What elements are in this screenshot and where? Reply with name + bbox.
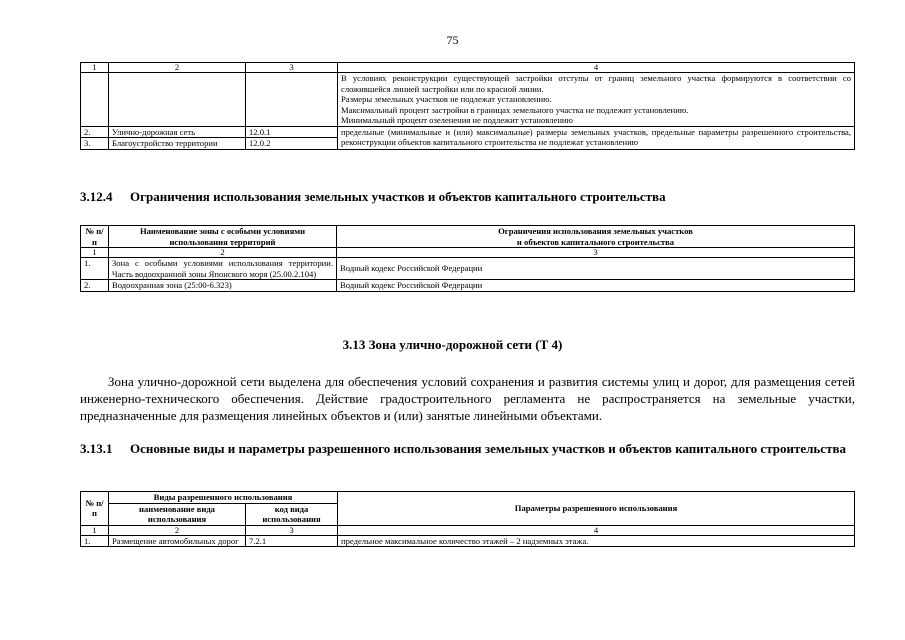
- use-code: 7.2.1: [246, 535, 338, 547]
- zone-name: Водоохранная зона (25:00-6.323): [109, 280, 337, 292]
- header-num: № п/п: [81, 226, 109, 248]
- header-zone: Наименование зоны с особыми условиями использования территорий: [109, 226, 337, 248]
- use-code: 12.0.2: [246, 138, 338, 150]
- params-cell: предельные (минимальные и (или) максимальные) размеры земельных участков, предельные параметры разрешенного строительства, реконструкции объектов капитального строительства не подлежат установлению: [338, 126, 855, 149]
- column-number: 3: [246, 63, 338, 73]
- empty-cell: [81, 73, 109, 127]
- table-row: [81, 535, 855, 547]
- table-row: [81, 280, 855, 292]
- params-line: Минимальный процент озеленения не подлежит установлению: [341, 115, 573, 125]
- row-number: 2.: [81, 126, 109, 138]
- table-row: [81, 258, 855, 280]
- header-kinds: Виды разрешенного использования: [109, 492, 338, 504]
- table-header-row: [81, 492, 855, 504]
- column-number: 1: [81, 63, 109, 73]
- empty-cell: [109, 73, 246, 127]
- column-number: 2: [109, 525, 246, 535]
- row-number: 2.: [81, 280, 109, 292]
- column-number: 1: [81, 525, 109, 535]
- header-restrictions-line: Ограничения использования земельных участков: [498, 226, 693, 236]
- row-number: 3.: [81, 138, 109, 150]
- section-number: 3.13.1: [80, 441, 113, 456]
- column-number: 1: [81, 248, 109, 258]
- table-column-numbers: [81, 63, 855, 73]
- table-restrictions: [80, 225, 855, 292]
- zone-description-paragraph: Зона улично-дорожной сети выделена для обеспечения условий сохранения и развития системы улиц и дорог, для размещения сетей инженерно-технического обеспечения. Действие градостроительного регламента не распространяется на земельные участки, предназначенные для размещения линейных объектов и (или) занятые линейными объектами.: [80, 374, 855, 423]
- empty-cell: [246, 73, 338, 127]
- zone-name: Зона с особыми условиями использования территории. Часть водоохранной зоны Японского моря (25.00.2.104): [109, 258, 337, 280]
- section-heading-3-13: 3.13 Зона улично-дорожной сети (Т 4): [342, 337, 563, 352]
- row-number: 1.: [81, 258, 109, 280]
- use-name: Улично-дорожная сеть: [109, 126, 246, 138]
- header-name: наименование вида использования: [109, 503, 246, 525]
- table-column-numbers: [81, 525, 855, 535]
- section-title: Основные виды и параметры разрешенного использования земельных участков и объектов капитального строительства: [130, 441, 846, 456]
- params-line: Максимальный процент застройки в границах земельного участка не подлежит установлению.: [341, 104, 689, 115]
- section-title: Ограничения использования земельных участков и объектов капитального строительства: [130, 189, 666, 204]
- restriction: Водный кодекс Российской Федерации: [337, 280, 855, 292]
- column-number: 3: [246, 525, 338, 535]
- column-number: 3: [337, 248, 855, 258]
- table-row: [81, 73, 855, 127]
- column-number: 4: [338, 63, 855, 73]
- column-number: 2: [109, 248, 337, 258]
- section-number: 3.12.4: [80, 189, 113, 204]
- row-number: 1.: [81, 535, 109, 547]
- use-name: Благоустройство территории: [109, 138, 246, 150]
- column-number: 2: [109, 63, 246, 73]
- section-heading-3-12-4: [80, 189, 860, 205]
- table-permitted-uses-continued: [80, 62, 855, 150]
- header-code: код вида использования: [246, 503, 338, 525]
- params-cell: предельное максимальное количество этажей – 2 надземных этажа.: [338, 535, 855, 547]
- header-restrictions-line: и объектов капитального строительства: [516, 236, 675, 247]
- table-main-uses-t4: [80, 491, 855, 547]
- column-number: 4: [338, 525, 855, 535]
- header-num: № п/п: [81, 492, 109, 526]
- table-header-row: [81, 226, 855, 248]
- use-code: 12.0.1: [246, 126, 338, 138]
- header-params: Параметры разрешенного использования: [338, 492, 855, 526]
- section-heading-3-13-1: [80, 441, 860, 457]
- page-number: 75: [446, 33, 459, 47]
- table-column-numbers: [81, 248, 855, 258]
- params-cell: [338, 73, 855, 127]
- params-line: В условиях реконструкции существующей застройки отступы от границ земельного участка формируются в соответствии со сложившейся линией застройки или по красной линии.: [341, 73, 851, 94]
- header-restrictions: [337, 226, 855, 248]
- table-row: [81, 126, 855, 138]
- restriction: Водный кодекс Российской Федерации: [337, 258, 855, 280]
- params-line: Размеры земельных участков не подлежат установлению.: [341, 94, 552, 104]
- use-name: Размещение автомобильных дорог: [109, 535, 246, 547]
